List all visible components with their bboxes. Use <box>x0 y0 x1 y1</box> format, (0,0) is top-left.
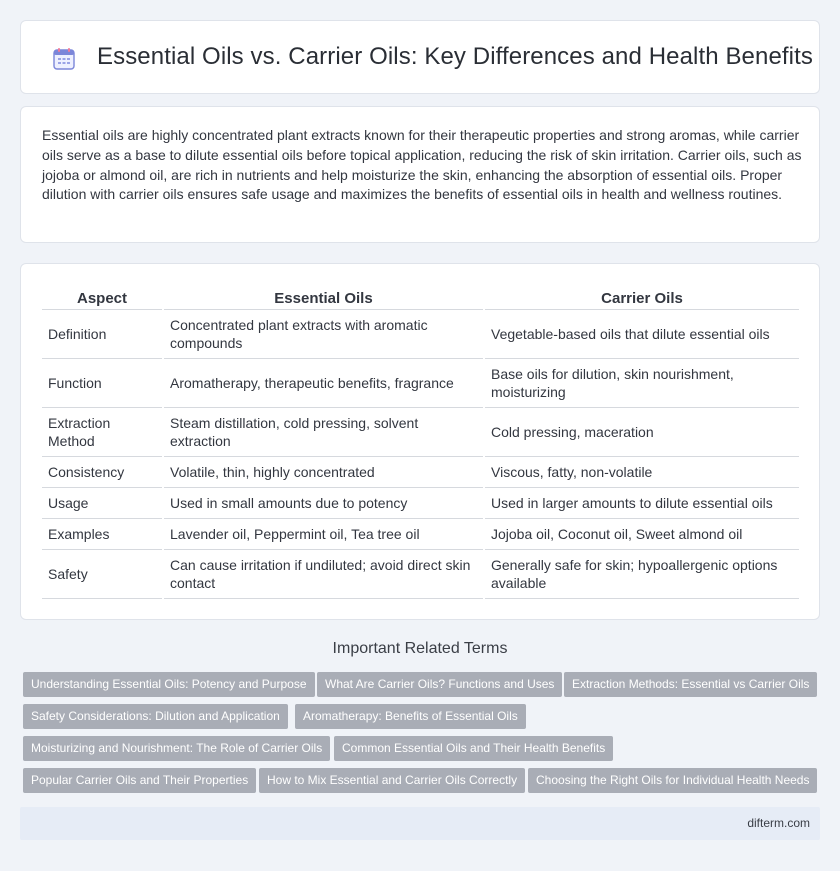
table-row <box>42 487 799 518</box>
table-row <box>42 549 799 598</box>
table-row <box>42 358 799 407</box>
related-terms-heading: Important Related Terms <box>332 640 508 657</box>
comparison-table-card <box>20 263 820 620</box>
table-row <box>42 309 799 358</box>
table-cell-essential: Volatile, thin, highly concentrated <box>163 456 484 487</box>
comparison-table <box>42 285 799 599</box>
page-title: Essential Oils vs. Carrier Oils: Key Differences and Health Benefits <box>97 43 813 70</box>
footer-site-link[interactable]: difterm.com <box>747 816 810 830</box>
table-row <box>42 407 799 456</box>
table-cell-essential: Lavender oil, Peppermint oil, Tea tree oil <box>163 518 484 549</box>
table-cell-aspect: Usage <box>42 487 163 518</box>
related-term-tag[interactable]: Common Essential Oils and Their Health Benefits <box>334 736 613 761</box>
table-cell-essential: Concentrated plant extracts with aromatic compounds <box>163 309 484 358</box>
table-cell-carrier: Generally safe for skin; hypoallergenic options available <box>484 549 799 598</box>
table-cell-essential: Aromatherapy, therapeutic benefits, fragrance <box>163 358 484 407</box>
table-cell-aspect: Examples <box>42 518 163 549</box>
table-header-row <box>42 285 799 309</box>
column-header-essential-oils: Essential Oils <box>163 285 484 309</box>
related-term-tag[interactable]: How to Mix Essential and Carrier Oils Correctly <box>259 768 525 793</box>
table-cell-carrier: Base oils for dilution, skin nourishment, moisturizing <box>484 358 799 407</box>
footer-bar <box>20 807 820 840</box>
related-term-tag[interactable]: Moisturizing and Nourishment: The Role of Carrier Oils <box>23 736 330 761</box>
related-term-tag[interactable]: What Are Carrier Oils? Functions and Uses <box>317 672 562 697</box>
table-cell-carrier: Vegetable-based oils that dilute essential oils <box>484 309 799 358</box>
table-cell-essential: Steam distillation, cold pressing, solvent extraction <box>163 407 484 456</box>
related-term-tag[interactable]: Extraction Methods: Essential vs Carrier Oils <box>564 672 817 697</box>
related-term-tag[interactable]: Popular Carrier Oils and Their Properties <box>23 768 256 793</box>
table-cell-aspect: Definition <box>42 309 163 358</box>
header-card <box>20 20 820 94</box>
related-term-tag[interactable]: Understanding Essential Oils: Potency and Purpose <box>23 672 315 697</box>
related-term-tag[interactable]: Safety Considerations: Dilution and Application <box>23 704 288 729</box>
table-cell-carrier: Used in larger amounts to dilute essential oils <box>484 487 799 518</box>
calendar-icon <box>51 46 77 72</box>
table-cell-carrier: Cold pressing, maceration <box>484 407 799 456</box>
intro-paragraph: Essential oils are highly concentrated plant extracts known for their therapeutic properties and strong aromas, while carrier oils serve as a base to dilute essential oils before topical application, reducing the risk of skin irritation. Carrier oils, such as jojoba or almond oil, are rich in nutrients and help moisturize the skin, enhancing the absorption of essential oils. Proper dilution with carrier oils ensures safe usage and maximizes the benefits of essential oils in health and wellness routines. <box>42 127 802 203</box>
table-cell-aspect: Consistency <box>42 456 163 487</box>
intro-card <box>20 106 820 243</box>
table-cell-carrier: Viscous, fatty, non-volatile <box>484 456 799 487</box>
table-cell-carrier: Jojoba oil, Coconut oil, Sweet almond oil <box>484 518 799 549</box>
related-term-tag[interactable]: Choosing the Right Oils for Individual Health Needs <box>528 768 817 793</box>
column-header-carrier-oils: Carrier Oils <box>484 285 799 309</box>
table-row <box>42 456 799 487</box>
table-cell-aspect: Extraction Method <box>42 407 163 456</box>
table-cell-aspect: Safety <box>42 549 163 598</box>
table-cell-essential: Can cause irritation if undiluted; avoid direct skin contact <box>163 549 484 598</box>
column-header-aspect: Aspect <box>42 285 163 309</box>
table-cell-aspect: Function <box>42 358 163 407</box>
related-term-tag[interactable]: Aromatherapy: Benefits of Essential Oils <box>295 704 526 729</box>
table-row <box>42 518 799 549</box>
table-cell-essential: Used in small amounts due to potency <box>163 487 484 518</box>
